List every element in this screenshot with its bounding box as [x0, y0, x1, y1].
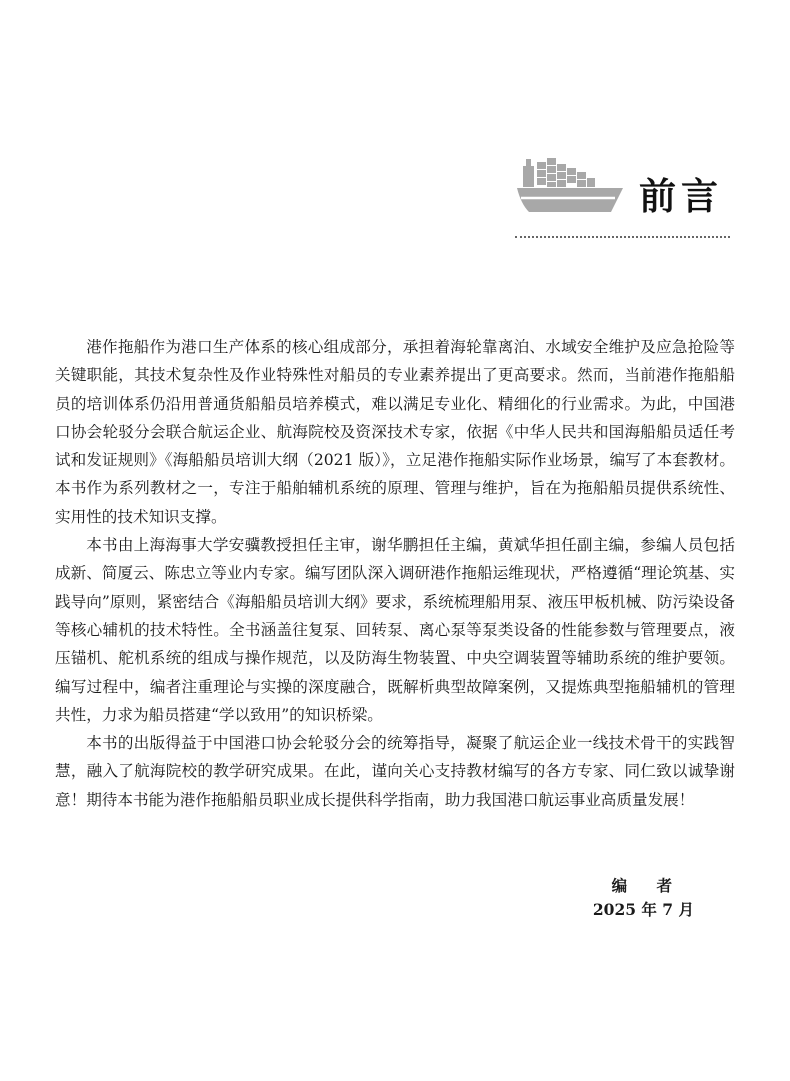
signature-date: 2025 年 7 月 — [592, 900, 694, 919]
cargo-ship-icon — [515, 154, 627, 224]
signature-author: 编 者 — [611, 876, 684, 895]
preface-paragraph: 本书由上海海事大学安骥教授担任主审，谢华鹏担任主编，黄斌华担任副主编，参编人员包括成新、简厦云、陈忠立等业内专家。编写团队深入调研港作拖船运维现状，严格遵循“理论筑基、实践导向”原则，紧密结合《海船船员培训大纲》要求，系统梳理船用泵、液压甲板机械、防污染设备等核心辅机的技术特性。全书涵盖往复泵、回转泵、离心泵等泵类设备的性能参数与管理要点，液压锚机、舵机系统的组成与操作规范，以及防海生物装置、中央空调装置等辅助系统的维护要领。编写过程中，编者注重理论与实操的深度融合，既解析典型故障案例，又提炼典型拖船辅机的管理共性，力求为船员搭建“学以致用”的知识桥梁。 — [55, 536, 735, 724]
chapter-header — [515, 148, 730, 240]
preface-body — [55, 333, 735, 814]
title-divider — [515, 236, 730, 238]
preface-paragraph: 本书的出版得益于中国港口协会轮驳分会的统筹指导，凝聚了航运企业一线技术骨干的实践智慧，融入了航海院校的教学研究成果。在此，谨向关心支持教材编写的各方专家、同仁致以诚挚谢意！期待本书能为港作拖船船员职业成长提供科学指南，助力我国港口航运事业高质量发展！ — [55, 734, 735, 809]
preface-paragraph: 港作拖船作为港口生产体系的核心组成部分，承担着海轮靠离泊、水域安全维护及应急抢险等关键职能，其技术复杂性及作业特殊性对船员的专业素养提出了更高要求。然而，当前港作拖船船员的培训体系仍沿用普通货船船员培养模式，难以满足专业化、精细化的行业需求。为此，中国港口协会轮驳分会联合航运企业、航海院校及资深技术专家，依据《中华人民共和国海船船员适任考试和发证规则》《海船船员培训大纲（2021 版）》，立足港作拖船实际作业场景，编写了本套教材。本书作为系列教材之一，专注于船舶辅机系统的原理、管理与维护，旨在为拖船船员提供系统性、实用性的技术知识支撑。 — [55, 338, 735, 526]
signature-block — [593, 874, 694, 922]
page-title: 前言 — [639, 175, 723, 218]
